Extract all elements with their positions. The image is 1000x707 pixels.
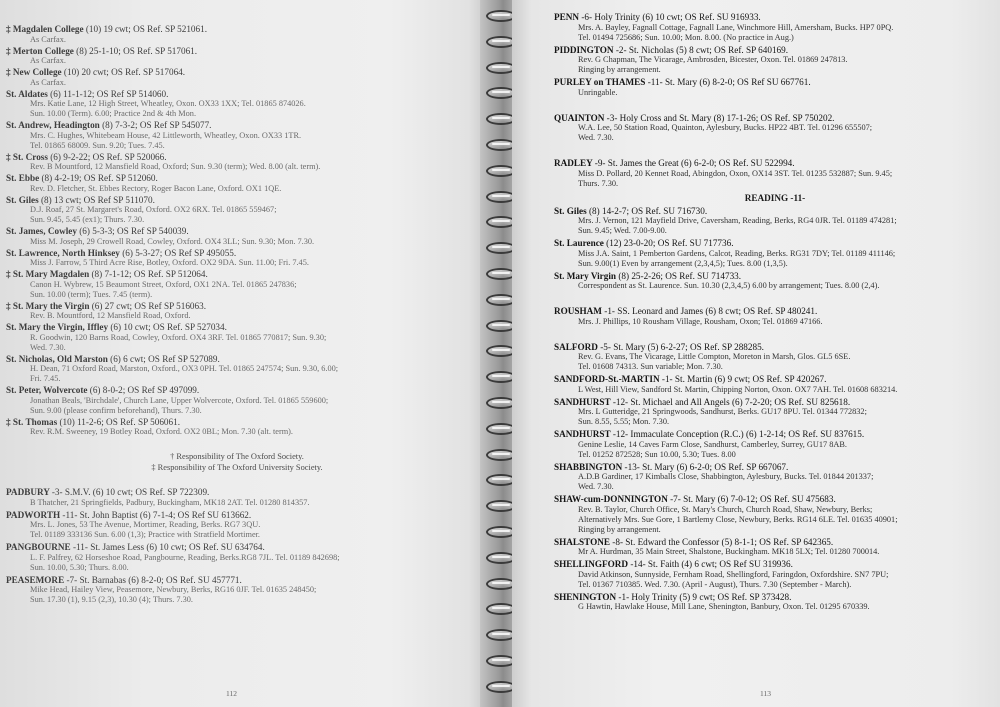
tower-name: SHALSTONE	[554, 536, 610, 547]
tower-entry	[6, 152, 478, 173]
footnotes	[6, 451, 478, 473]
tower-details: (6) 27 cwt; OS Ref SP 516063.	[91, 300, 206, 311]
tower-name: St. Laurence	[554, 238, 604, 248]
entry-heading	[554, 271, 996, 282]
tower-entry	[554, 559, 996, 590]
contact-line: Sun. 9.45; Wed. 7.00-9.00.	[578, 226, 667, 235]
tower-details: -11- St. Mary (6) 8-2-0; OS Ref SU 667761.	[647, 77, 811, 87]
tower-details: (8) 7-3-2; OS Ref SP 545077.	[102, 120, 212, 130]
tower-details: -11- St. James Less (6) 10 cwt; OS Ref. SU 634764.	[72, 542, 265, 552]
tower-entry	[6, 542, 478, 573]
tower-entry	[6, 89, 478, 120]
tower-details: -1- St. Martin (6) 9 cwt; OS Ref. SP 420267.	[661, 374, 827, 384]
contact-line: Mrs. J. Phillips, 10 Rousham Village, Rousham, Oxon; Tel. 01869 47166.	[578, 316, 823, 326]
tower-details: -7- St. Barnabas (6) 8-2-0; OS Ref. SU 457771.	[66, 574, 242, 585]
tower-name: St. Aldates	[6, 88, 48, 99]
tower-entry	[554, 238, 996, 269]
contact-line: W.A. Lee, 50 Station Road, Quainton, Aylesbury, Bucks. HP22 4BT. Tel. 01296 655507;	[578, 123, 873, 132]
entry-heading	[554, 462, 996, 473]
tower-details: -7- St. Mary (6) 7-0-12; OS Ref. SU 475683.	[670, 494, 836, 504]
tower-details: (8) 25-1-10; OS Ref. SP 517061.	[76, 45, 198, 56]
tower-entry	[6, 301, 478, 322]
contact-line: Tel. 01189 333136 Sun. 6.00 (1,3); Practice with Stratfield Mortimer.	[30, 530, 261, 539]
tower-details: (8) 13 cwt; OS Ref SP 511070.	[40, 194, 155, 205]
tower-name: QUAINTON	[554, 112, 605, 123]
entry-heading	[554, 494, 996, 505]
contact-line: Miss D. Pollard, 20 Kennet Road, Abingdon, Oxon, OX14 3ST. Tel. 01235 532887; Sun. 9.45;	[578, 168, 893, 178]
tower-details: -13- St. Mary (6) 6-2-0; OS Ref. SP 667067.	[624, 461, 789, 472]
page-number: 112	[226, 689, 237, 698]
contact-line: L West, Hill View, Sandford St. Martin, Chipping Norton, Oxon. OX7 7AH. Tel. 01608 683214.	[578, 384, 898, 394]
contact-line: Sun. 8.55, 5.55; Mon. 7.30.	[578, 417, 670, 426]
tower-details: -14- St. Faith (4) 6 cwt; OS Ref SU 319936.	[630, 559, 793, 569]
tower-name: PEASEMORE	[6, 574, 65, 585]
tower-entry	[554, 45, 996, 76]
tower-details: -1- SS. Leonard and James (6) 8 cwt; OS Ref. SP 480241.	[604, 306, 818, 316]
contact-line: Jonathan Beals, 'Birchdale', Church Lane, Upper Wolvercote, Oxford. Tel. 01865 559600;	[30, 395, 329, 405]
tower-name: ROUSHAM	[554, 306, 602, 316]
tower-name: St. Andrew, Headington	[6, 120, 100, 130]
tower-entry	[554, 462, 996, 493]
entry-gap	[554, 145, 996, 158]
tower-entry	[6, 385, 478, 416]
entry-gap	[554, 293, 996, 306]
tower-details: (10) 20 cwt; OS Ref. SP 517064.	[63, 67, 186, 77]
tower-entry	[6, 67, 478, 88]
entry-heading	[6, 269, 478, 280]
entry-heading	[6, 173, 478, 184]
entry-heading	[554, 113, 996, 124]
contact-line: As Carfax.	[30, 34, 66, 44]
tower-name: SALFORD	[554, 341, 598, 352]
tower-entry	[554, 429, 996, 460]
contact-line: As Carfax.	[30, 56, 66, 65]
tower-details: -3- S.M.V. (6) 10 cwt; OS Ref. SP 722309.	[51, 487, 210, 497]
tower-details: -8- St. Edward the Confessor (5) 8-1-1; OS Ref. SP 642365.	[612, 536, 834, 547]
tower-entry	[554, 342, 996, 373]
contact-line: Wed. 7.30.	[578, 482, 614, 491]
contact-line: Sun. 10.00 (Term). 6.00; Practice 2nd & 4th Mon.	[30, 109, 197, 118]
contact-line: L. F. Palfrey, 62 Horseshoe Road, Pangbourne, Reading, Berks.RG8 7JL. Tel. 01189 842698;	[30, 552, 340, 562]
tower-entry	[6, 195, 478, 226]
tower-details: (8) 7-1-12; OS Ref. SP 512064.	[91, 269, 208, 279]
section-heading-reading: READING -11-	[744, 192, 806, 203]
tower-entry	[554, 158, 996, 189]
entry-heading	[6, 89, 478, 100]
entry-heading	[6, 487, 478, 498]
entry-heading	[554, 158, 996, 169]
tower-details: -11- St. John Baptist (6) 7-1-4; OS Ref SU 613662.	[62, 509, 252, 520]
county-tower-list	[6, 487, 478, 605]
contact-line: Unringable.	[578, 87, 618, 97]
tower-details: (8) 25-2-26; OS Ref. SU 714733.	[618, 270, 742, 281]
contact-line: Canon H. Wybrew, 15 Beaumont Street, Oxford, OX1 2NA. Tel. 01865 247836;	[30, 279, 297, 289]
tower-entry	[6, 354, 478, 385]
contact-line: Miss J. Farrow, 5 Third Acre Rise, Botley, Oxford. OX2 9DA. Sun. 11.00; Fri. 7.45.	[30, 258, 309, 267]
entry-heading	[554, 77, 996, 88]
contact-line: David Atkinson, Sunnyside, Fernham Road, Shellingford, Faringdon, Oxfordshire. SN7 7PU;	[578, 569, 889, 579]
tower-list-top	[554, 12, 996, 189]
entry-heading	[554, 45, 996, 56]
entry-heading	[554, 342, 996, 353]
oxford-tower-list	[6, 24, 478, 437]
contact-line: Rev. G Chapman, The Vicarage, Ambrosden, Bicester, Oxon. Tel. 01869 247813.	[578, 55, 848, 64]
contact-line: Rev. D. Fletcher, St. Ebbes Rectory, Roger Bacon Lane, Oxford. OX1 1QE.	[30, 183, 282, 193]
tower-details: -1- Holy Trinity (5) 9 cwt; OS Ref. SP 373428.	[618, 591, 792, 602]
entry-heading	[6, 575, 478, 586]
tower-name: St. Lawrence, North Hinksey	[6, 247, 120, 258]
tower-entry	[554, 271, 996, 292]
contact-line: Mrs. J. Vernon, 121 Mayfield Drive, Caversham, Reading, Berks, RG4 0JR. Tel. 01189 474281;	[578, 216, 897, 225]
footnote-university-society: ‡ Responsibility of The Oxford University Society.	[151, 463, 323, 472]
tower-entry	[6, 269, 478, 300]
tower-name: ‡ St. Mary the Virgin	[6, 300, 90, 311]
tower-name: SHELLINGFORD	[554, 559, 629, 569]
tower-details: (6) 5-3-3; OS Ref SP 540039.	[79, 226, 189, 236]
tower-name: SANDFORD-St.-MARTIN	[554, 374, 660, 384]
page-number: 113	[760, 689, 771, 698]
tower-entry	[554, 206, 996, 237]
contact-line: Rev. B Mountford, 12 Mansfield Road, Oxford; Sun. 9.30 (term); Wed. 8.00 (alt. term).	[30, 162, 321, 171]
contact-line: Miss M. Joseph, 29 Crowell Road, Cowley, Oxford. OX4 3LL; Sun. 9.30; Mon. 7.30.	[30, 236, 315, 246]
contact-line: Sun. 17.30 (1), 9.15 (2,3), 10.30 (4); Thurs. 7.30.	[30, 595, 194, 604]
contact-line: Tel. 01608 74313. Sun variable; Mon. 7.30.	[578, 362, 723, 371]
tower-name: ‡ St. Mary Magdalen	[6, 269, 90, 279]
contact-line: Mrs. A. Bayley, Fagnall Cottage, Fagnall Lane, Winchmore Hill, Amersham, Bucks. HP7 0PQ.	[578, 22, 894, 32]
entry-heading	[6, 24, 478, 35]
contact-line: Alternatively Mrs. Sue Gore, 1 Bartlemy Close, Newbury, Berks. RG14 6LE. Tel. 01635 40901;	[578, 514, 898, 524]
contact-line: Sun. 9.00 (please confirm beforehand), Thurs. 7.30.	[30, 405, 202, 415]
contact-line: Rev. R.M. Sweeney, 19 Botley Road, Oxford. OX2 0BL; Mon. 7.30 (alt. term).	[30, 427, 294, 436]
tower-name: ‡ Merton College	[6, 45, 74, 56]
contact-line: Rev. B. Taylor, Church Office, St. Mary's Church, Church Road, Shaw, Newbury, Berks;	[578, 504, 873, 514]
entry-heading	[6, 301, 478, 312]
entry-heading	[554, 559, 996, 570]
entry-gap	[554, 329, 996, 342]
tower-name: St. Ebbe	[6, 173, 40, 183]
entry-heading	[6, 354, 478, 365]
entry-heading	[554, 306, 996, 317]
tower-name: PIDDINGTON	[554, 44, 614, 55]
tower-name: ‡ St. Thomas	[6, 416, 58, 427]
contact-line: Miss J.A. Saint, 1 Pemberton Gardens, Calcot, Reading, Berks. RG31 7DY; Tel. 01189 411146;	[578, 248, 896, 258]
tower-name: St. Giles	[6, 194, 39, 205]
entry-heading	[554, 537, 996, 548]
contact-line: Genine Leslie, 14 Caves Farm Close, Sandhurst, Camberley, Surrey, GU17 8AB.	[578, 439, 847, 449]
tower-entry	[6, 322, 478, 353]
entry-heading	[6, 67, 478, 78]
contact-line: A.D.B Gardiner, 17 Kimballs Close, Shabbington, Aylesbury, Bucks. Tel. 01844 201337;	[578, 472, 874, 481]
entry-heading	[554, 374, 996, 385]
tower-name: St. Giles	[554, 205, 587, 216]
tower-entry	[6, 248, 478, 269]
tower-details: (6) 5-3-27; OS Ref SP 495055.	[122, 247, 237, 258]
contact-line: Rev. G. Evans, The Vicarage, Little Compton, Moreton in Marsh, Glos. GL5 6SE.	[578, 352, 851, 361]
tower-details: (6) 10 cwt; OS Ref. SP 527034.	[110, 322, 227, 332]
entry-heading	[554, 238, 996, 249]
tower-name: PANGBOURNE	[6, 542, 71, 552]
tower-entry	[554, 494, 996, 535]
tower-name: SANDHURST	[554, 396, 611, 407]
contact-line: D.J. Roaf, 27 St. Margaret's Road, Oxford. OX2 6RX. Tel. 01865 559467;	[30, 205, 277, 214]
tower-details: (8) 4-2-19; OS Ref. SP 512060.	[41, 173, 158, 183]
tower-entry	[6, 24, 478, 45]
contact-line: Ringing by arrangement.	[578, 524, 661, 534]
tower-name: ‡ St. Cross	[6, 151, 48, 162]
tower-details: -6- Holy Trinity (6) 10 cwt; OS Ref. SU 916933.	[581, 12, 761, 22]
entry-heading	[6, 322, 478, 333]
entry-heading	[6, 248, 478, 259]
tower-entry	[6, 173, 478, 194]
tower-name: RADLEY	[554, 158, 593, 168]
tower-details: (8) 14-2-7; OS Ref. SU 716730.	[588, 205, 708, 216]
tower-name: SHABBINGTON	[554, 461, 623, 472]
contact-line: Tel. 01367 710385. Wed. 7.30. (April - August), Thurs. 7.30 (September - March).	[578, 579, 852, 589]
tower-name: St. Nicholas, Old Marston	[6, 353, 108, 364]
tower-name: PURLEY on THAMES	[554, 77, 646, 87]
tower-name: PENN	[554, 12, 580, 22]
contact-line: Tel. 01494 725686; Sun. 10.00; Mon. 8.00. (No practice in Aug.)	[578, 32, 794, 42]
entry-heading	[6, 195, 478, 206]
contact-line: Sun. 10.00 (term); Tues. 7.45 (term).	[30, 289, 153, 299]
contact-line: H. Dean, 71 Oxford Road, Marston, Oxford., OX3 0PH. Tel. 01865 247574; Sun. 9.30, 6.00;	[30, 364, 339, 373]
footnote-oxford-society: † Responsibility of The Oxford Society.	[170, 452, 304, 461]
entry-heading	[6, 385, 478, 396]
tower-entry	[554, 374, 996, 395]
contact-line: Thurs. 7.30.	[578, 178, 619, 188]
contact-line: Mike Head, Hailey View, Peasemore, Newbury, Berks, RG16 0JF. Tel. 01635 248450;	[30, 585, 317, 594]
tower-entry	[554, 306, 996, 327]
tower-entry	[554, 12, 996, 43]
tower-details: -12- Immaculate Conception (R.C.) (6) 1-2-14; OS Ref. SU 837615.	[612, 429, 865, 439]
contact-line: Sun. 10.00, 5.30; Thurs. 8.00.	[30, 562, 129, 572]
tower-name: ‡ New College	[6, 67, 62, 77]
contact-line: Tel. 01865 68009. Sun. 9.20; Tues. 7.45.	[30, 140, 165, 150]
tower-details: -12- St. Michael and All Angels (6) 7-2-20; OS Ref. SU 825618.	[612, 396, 851, 407]
contact-line: Mrs. L Gutteridge, 21 Springwoods, Sandhurst, Berks. GU17 8PU. Tel. 01344 772832;	[578, 407, 867, 416]
tower-name: St. Mary the Virgin, Iffley	[6, 322, 109, 332]
contact-line: Mrs. Katie Lane, 12 High Street, Wheatley, Oxon. OX33 1XX; Tel. 01865 874026.	[30, 99, 306, 108]
left-page	[0, 0, 488, 707]
tower-details: (12) 23-0-20; OS Ref. SU 717736.	[606, 238, 734, 248]
tower-name: ‡ Magdalen College	[6, 24, 84, 34]
tower-name: SHAW-cum-DONNINGTON	[554, 494, 668, 504]
entry-heading	[554, 206, 996, 217]
tower-entry	[6, 120, 478, 151]
entry-heading	[6, 417, 478, 428]
contact-line: Fri. 7.45.	[30, 374, 61, 383]
tower-details: (6) 11-1-12; OS Ref SP 514060.	[50, 88, 169, 99]
contact-line: Wed. 7.30.	[578, 133, 614, 142]
tower-entry	[6, 417, 478, 438]
entry-heading	[6, 542, 478, 553]
entry-heading	[554, 12, 996, 23]
tower-details: (10) 19 cwt; OS Ref. SP 521061.	[85, 24, 208, 34]
contact-line: B Thatcher, 21 Springfields, Padbury, Buckingham, MK18 2AT. Tel. 01280 814357.	[30, 497, 310, 507]
contact-line: Wed. 7.30.	[30, 342, 66, 352]
tower-entry	[6, 46, 478, 67]
tower-details: -3- Holy Cross and St. Mary (8) 17-1-26; OS Ref. SP 750202.	[606, 112, 835, 123]
contact-line: Sun. 9.45, 5.45 (ex1); Thurs. 7.30.	[30, 215, 145, 224]
right-page	[512, 0, 1000, 707]
tower-entry	[6, 510, 478, 541]
tower-entry	[6, 575, 478, 606]
tower-name: SANDHURST	[554, 429, 611, 439]
contact-line: R. Goodwin, 120 Barns Road, Cowley, Oxford. OX4 3RF. Tel. 01865 770817; Sun. 9.30;	[30, 332, 327, 342]
tower-entry	[554, 113, 996, 144]
contact-line: Sun. 9.00(1) Even by arrangement (2,3,4,5); Tues. 8.00 (1,3,5).	[578, 258, 788, 268]
entry-heading	[6, 46, 478, 57]
entry-gap	[554, 100, 996, 113]
tower-entry	[554, 592, 996, 613]
contact-line: Ringing by arrangement.	[578, 65, 661, 74]
entry-heading	[6, 226, 478, 237]
tower-name: St. Peter, Wolvercote	[6, 385, 88, 395]
contact-line: Mrs. C. Hughes, Whitebeam House, 42 Littleworth, Wheatley, Oxon. OX33 1TR.	[30, 130, 302, 140]
entry-heading	[6, 152, 478, 163]
tower-entry	[554, 397, 996, 428]
contact-line: G Hawtin, Hawlake House, Mill Lane, Shenington, Banbury, Oxon. Tel. 01295 670339.	[578, 602, 870, 611]
tower-entry	[6, 487, 478, 508]
tower-name: St. James, Cowley	[6, 226, 77, 236]
tower-details: -2- St. Nicholas (5) 8 cwt; OS Ref. SP 640169.	[615, 44, 789, 55]
tower-entry	[554, 537, 996, 558]
tower-entry	[6, 226, 478, 247]
tower-name: PADWORTH	[6, 509, 61, 520]
tower-name: SHENINGTON	[554, 591, 617, 602]
contact-line: Mr A. Hurdman, 35 Main Street, Shalstone, Buckingham. MK18 5LX; Tel. 01280 700014.	[578, 547, 880, 556]
tower-entry	[554, 77, 996, 98]
entry-heading	[554, 592, 996, 603]
entry-heading	[554, 429, 996, 440]
entry-heading	[6, 120, 478, 131]
entry-heading	[554, 397, 996, 408]
tower-name: PADBURY	[6, 487, 50, 497]
contact-line: Mrs. L. Jones, 53 The Avenue, Mortimer, Reading, Berks. RG7 3QU.	[30, 520, 261, 529]
tower-list-reading	[554, 206, 996, 613]
tower-details: -9- St. James the Great (6) 6-2-0; OS Ref. SU 522994.	[594, 158, 795, 168]
contact-line: Rev. B. Mountford, 12 Mansfield Road, Oxford.	[30, 311, 191, 320]
entry-heading	[6, 510, 478, 521]
tower-details: (10) 11-2-6; OS Ref. SP 506061.	[59, 416, 180, 427]
tower-details: (6) 6 cwt; OS Ref SP 527089.	[110, 353, 220, 364]
contact-line: Correspondent as St. Laurence. Sun. 10.30 (2,3,4,5) 6.00 by arrangement; Tues. 8.00 (2,4).	[578, 281, 880, 290]
tower-details: -5- St. Mary (5) 6-2-27; OS Ref. SP 288285.	[600, 341, 764, 352]
tower-details: (6) 9-2-22; OS Ref. SP 520066.	[50, 151, 167, 162]
tower-details: (6) 8-0-2; OS Ref SP 497099.	[89, 385, 200, 395]
contact-line: Tel. 01252 872528; Sun 10.00, 5.30; Tues. 8.00	[578, 449, 736, 459]
tower-name: St. Mary Virgin	[554, 270, 617, 281]
contact-line: As Carfax.	[30, 77, 66, 87]
